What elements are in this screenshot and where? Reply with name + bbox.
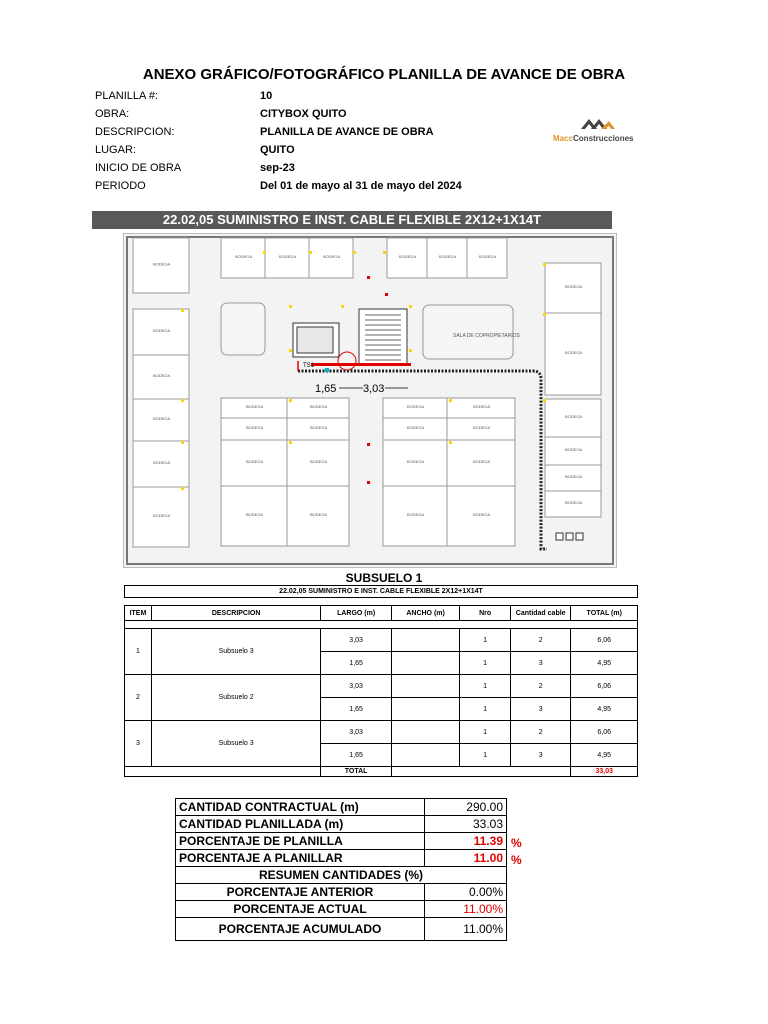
plan-marker — [383, 251, 386, 254]
item-description: Subsuelo 3 — [151, 629, 321, 675]
info-value: sep-23 — [260, 162, 295, 174]
plan-marker — [263, 251, 266, 254]
room-label: BODEGA — [407, 425, 425, 430]
porc-a-planillar-label: PORCENTAJE A PLANILLAR — [176, 850, 425, 867]
room-label: BODEGA — [565, 447, 583, 452]
table-cell — [391, 721, 459, 744]
item-number: 3 — [125, 721, 152, 767]
plan-title: SUBSUELO 1 — [345, 571, 423, 585]
porc-planilla-label: PORCENTAJE DE PLANILLA — [176, 833, 425, 850]
table-header: TOTAL (m) — [571, 606, 638, 621]
svg-text:SALA DE COPROPIETARIOS: SALA DE COPROPIETARIOS — [453, 333, 520, 339]
room-label: BODEGA — [310, 404, 328, 409]
plan-marker — [353, 251, 356, 254]
room-label: BODEGA — [473, 425, 491, 430]
actual-label: PORCENTAJE ACTUAL — [176, 901, 425, 918]
svg-text:3,03: 3,03 — [363, 383, 385, 395]
room-label: BODEGA — [153, 416, 171, 421]
room-label: BODEGA — [153, 261, 171, 267]
info-value: PLANILLA DE AVANCE DE OBRA — [260, 126, 434, 138]
room-label: BODEGA — [565, 414, 583, 419]
plan-marker — [289, 399, 292, 402]
table-cell: 1,65 — [321, 744, 391, 767]
plan-marker — [449, 441, 452, 444]
table-cell: 1,65 — [321, 652, 391, 675]
table-title: 22.02,05 SUMINISTRO E INST. CABLE FLEXIBLE 2X12+1X14T — [125, 586, 638, 598]
table-header: LARGO (m) — [321, 606, 391, 621]
table-cell — [391, 698, 459, 721]
spacer — [125, 598, 638, 606]
total-label: TOTAL — [321, 767, 391, 777]
room-label: BODEGA — [153, 513, 171, 518]
info-value: CITYBOX QUITO — [260, 108, 347, 120]
plan-marker — [181, 441, 184, 444]
planillada-value: 33.03 — [425, 816, 507, 833]
table-cell: 1,65 — [321, 698, 391, 721]
room-label: BODEGA — [246, 459, 264, 464]
room-label: BODEGA — [439, 254, 457, 259]
room-label: BODEGA — [565, 500, 583, 505]
table-cell: 1 — [460, 721, 511, 744]
table-cell: 6,06 — [571, 721, 638, 744]
plan-marker — [367, 481, 370, 484]
floor-plan — [123, 233, 617, 568]
plan-marker — [543, 399, 546, 402]
table-cell: 3 — [510, 652, 571, 675]
table-cell: 3 — [510, 744, 571, 767]
info-key: DESCRIPCION: — [95, 126, 175, 138]
table-cell: 1 — [460, 744, 511, 767]
room-label: BODEGA — [310, 459, 328, 464]
info-key: LUGAR: — [95, 144, 136, 156]
table-cell — [391, 675, 459, 698]
room-label: BODEGA — [565, 350, 583, 355]
room-label: BODEGA — [153, 460, 171, 465]
spacer — [125, 621, 638, 629]
table-cell: 4,95 — [571, 744, 638, 767]
table-row — [125, 721, 638, 744]
room-label: BODEGA — [565, 284, 583, 289]
table-cell: 3 — [510, 698, 571, 721]
table-header: ANCHO (m) — [391, 606, 459, 621]
plan-marker — [385, 293, 388, 296]
plan-marker — [181, 309, 184, 312]
info-value: 10 — [260, 90, 273, 102]
svg-text:TS1: TS1 — [303, 363, 315, 369]
quantity-table — [124, 585, 638, 777]
info-key: INICIO DE OBRA — [95, 162, 182, 174]
room-label: BODEGA — [310, 425, 328, 430]
table-cell: 2 — [510, 721, 571, 744]
table-cell: 4,95 — [571, 652, 638, 675]
plan-marker — [289, 305, 292, 308]
room-label: BODEGA — [479, 254, 497, 259]
table-cell: 3,03 — [321, 721, 391, 744]
room-label: BODEGA — [235, 254, 253, 259]
table-cell: 6,06 — [571, 629, 638, 652]
table-cell: 1 — [460, 698, 511, 721]
table-cell: 1 — [460, 652, 511, 675]
plan-marker — [181, 487, 184, 490]
contractual-label: CANTIDAD CONTRACTUAL (m) — [176, 799, 425, 816]
table-cell — [391, 652, 459, 675]
info-value: QUITO — [260, 144, 295, 156]
plan-marker — [367, 443, 370, 446]
room-label: BODEGA — [473, 459, 491, 464]
anterior-label: PORCENTAJE ANTERIOR — [176, 884, 425, 901]
room-label: BODEGA — [310, 512, 328, 517]
summary-table — [175, 798, 507, 941]
pct-sign-2: % — [511, 853, 522, 867]
resumen-label: RESUMEN CANTIDADES (%) — [176, 867, 507, 884]
room-label: BODEGA — [279, 254, 297, 259]
item-description: Subsuelo 2 — [151, 675, 321, 721]
table-row — [125, 675, 638, 698]
plan-marker — [449, 399, 452, 402]
table-cell: 6,06 — [571, 675, 638, 698]
plan-marker — [543, 263, 546, 266]
plan-marker — [181, 399, 184, 402]
room-label: BODEGA — [246, 425, 264, 430]
table-header: Cantidad cable — [510, 606, 571, 621]
plan-marker — [289, 441, 292, 444]
room-label: BODEGA — [407, 404, 425, 409]
room-label: BODEGA — [473, 512, 491, 517]
table-header: ITEM — [125, 606, 152, 621]
room-label: BODEGA — [565, 474, 583, 479]
plan-marker — [409, 349, 412, 352]
table-cell: 3,03 — [321, 629, 391, 652]
room-label: BODEGA — [407, 512, 425, 517]
room-label: BODEGA — [246, 512, 264, 517]
table-cell — [391, 744, 459, 767]
table-cell: 1 — [460, 629, 511, 652]
item-description: Subsuelo 3 — [151, 721, 321, 767]
pct-sign-1: % — [511, 836, 522, 850]
table-header: DESCRIPCION — [151, 606, 321, 621]
room-label: BODEGA — [473, 404, 491, 409]
table-cell: 4,95 — [571, 698, 638, 721]
acumulado-value: 11.00% — [425, 918, 507, 941]
table-cell: 2 — [510, 629, 571, 652]
planillada-label: CANTIDAD PLANILLADA (m) — [176, 816, 425, 833]
table-header: Nro — [460, 606, 511, 621]
info-key: PERIODO — [95, 180, 146, 192]
table-cell: 2 — [510, 675, 571, 698]
svg-text:1,65: 1,65 — [315, 383, 337, 395]
room-label: BODEGA — [399, 254, 417, 259]
info-key: PLANILLA #: — [95, 90, 158, 102]
anterior-value: 0.00% — [425, 884, 507, 901]
item-number: 1 — [125, 629, 152, 675]
actual-value: 11.00% — [425, 901, 507, 918]
acumulado-label: PORCENTAJE ACUMULADO — [176, 918, 425, 941]
table-row — [125, 629, 638, 652]
room-label: BODEGA — [246, 404, 264, 409]
plan-marker — [309, 251, 312, 254]
company-logo — [545, 115, 645, 147]
plan-marker — [289, 349, 292, 352]
item-number: 2 — [125, 675, 152, 721]
room-label: BODEGA — [153, 328, 171, 333]
table-cell: 1 — [460, 675, 511, 698]
info-value: Del 01 de mayo al 31 de mayo del 2024 — [260, 180, 462, 192]
room-label: BODEGA — [323, 254, 341, 259]
plan-marker — [341, 305, 344, 308]
section-title-bar: 22.02,05 SUMINISTRO E INST. CABLE FLEXIBLE 2X12+1X14T — [92, 211, 612, 229]
plan-marker — [543, 313, 546, 316]
room-label: BODEGA — [407, 459, 425, 464]
porc-a-planillar-value: 11.00 — [425, 850, 507, 867]
document-title: ANEXO GRÁFICO/FOTOGRÁFICO PLANILLA DE AVANCE DE OBRA — [142, 66, 626, 83]
room-label: BODEGA — [153, 373, 171, 378]
table-cell — [391, 629, 459, 652]
contractual-value: 290.00 — [425, 799, 507, 816]
total-value: 33,03 — [571, 767, 638, 777]
table-cell: 3,03 — [321, 675, 391, 698]
plan-marker — [409, 305, 412, 308]
plan-marker — [367, 276, 370, 279]
info-key: OBRA: — [95, 108, 130, 120]
porc-planilla-value: 11.39 — [425, 833, 507, 850]
svg-text:MaccConstrucciones: MaccConstrucciones — [553, 134, 634, 143]
